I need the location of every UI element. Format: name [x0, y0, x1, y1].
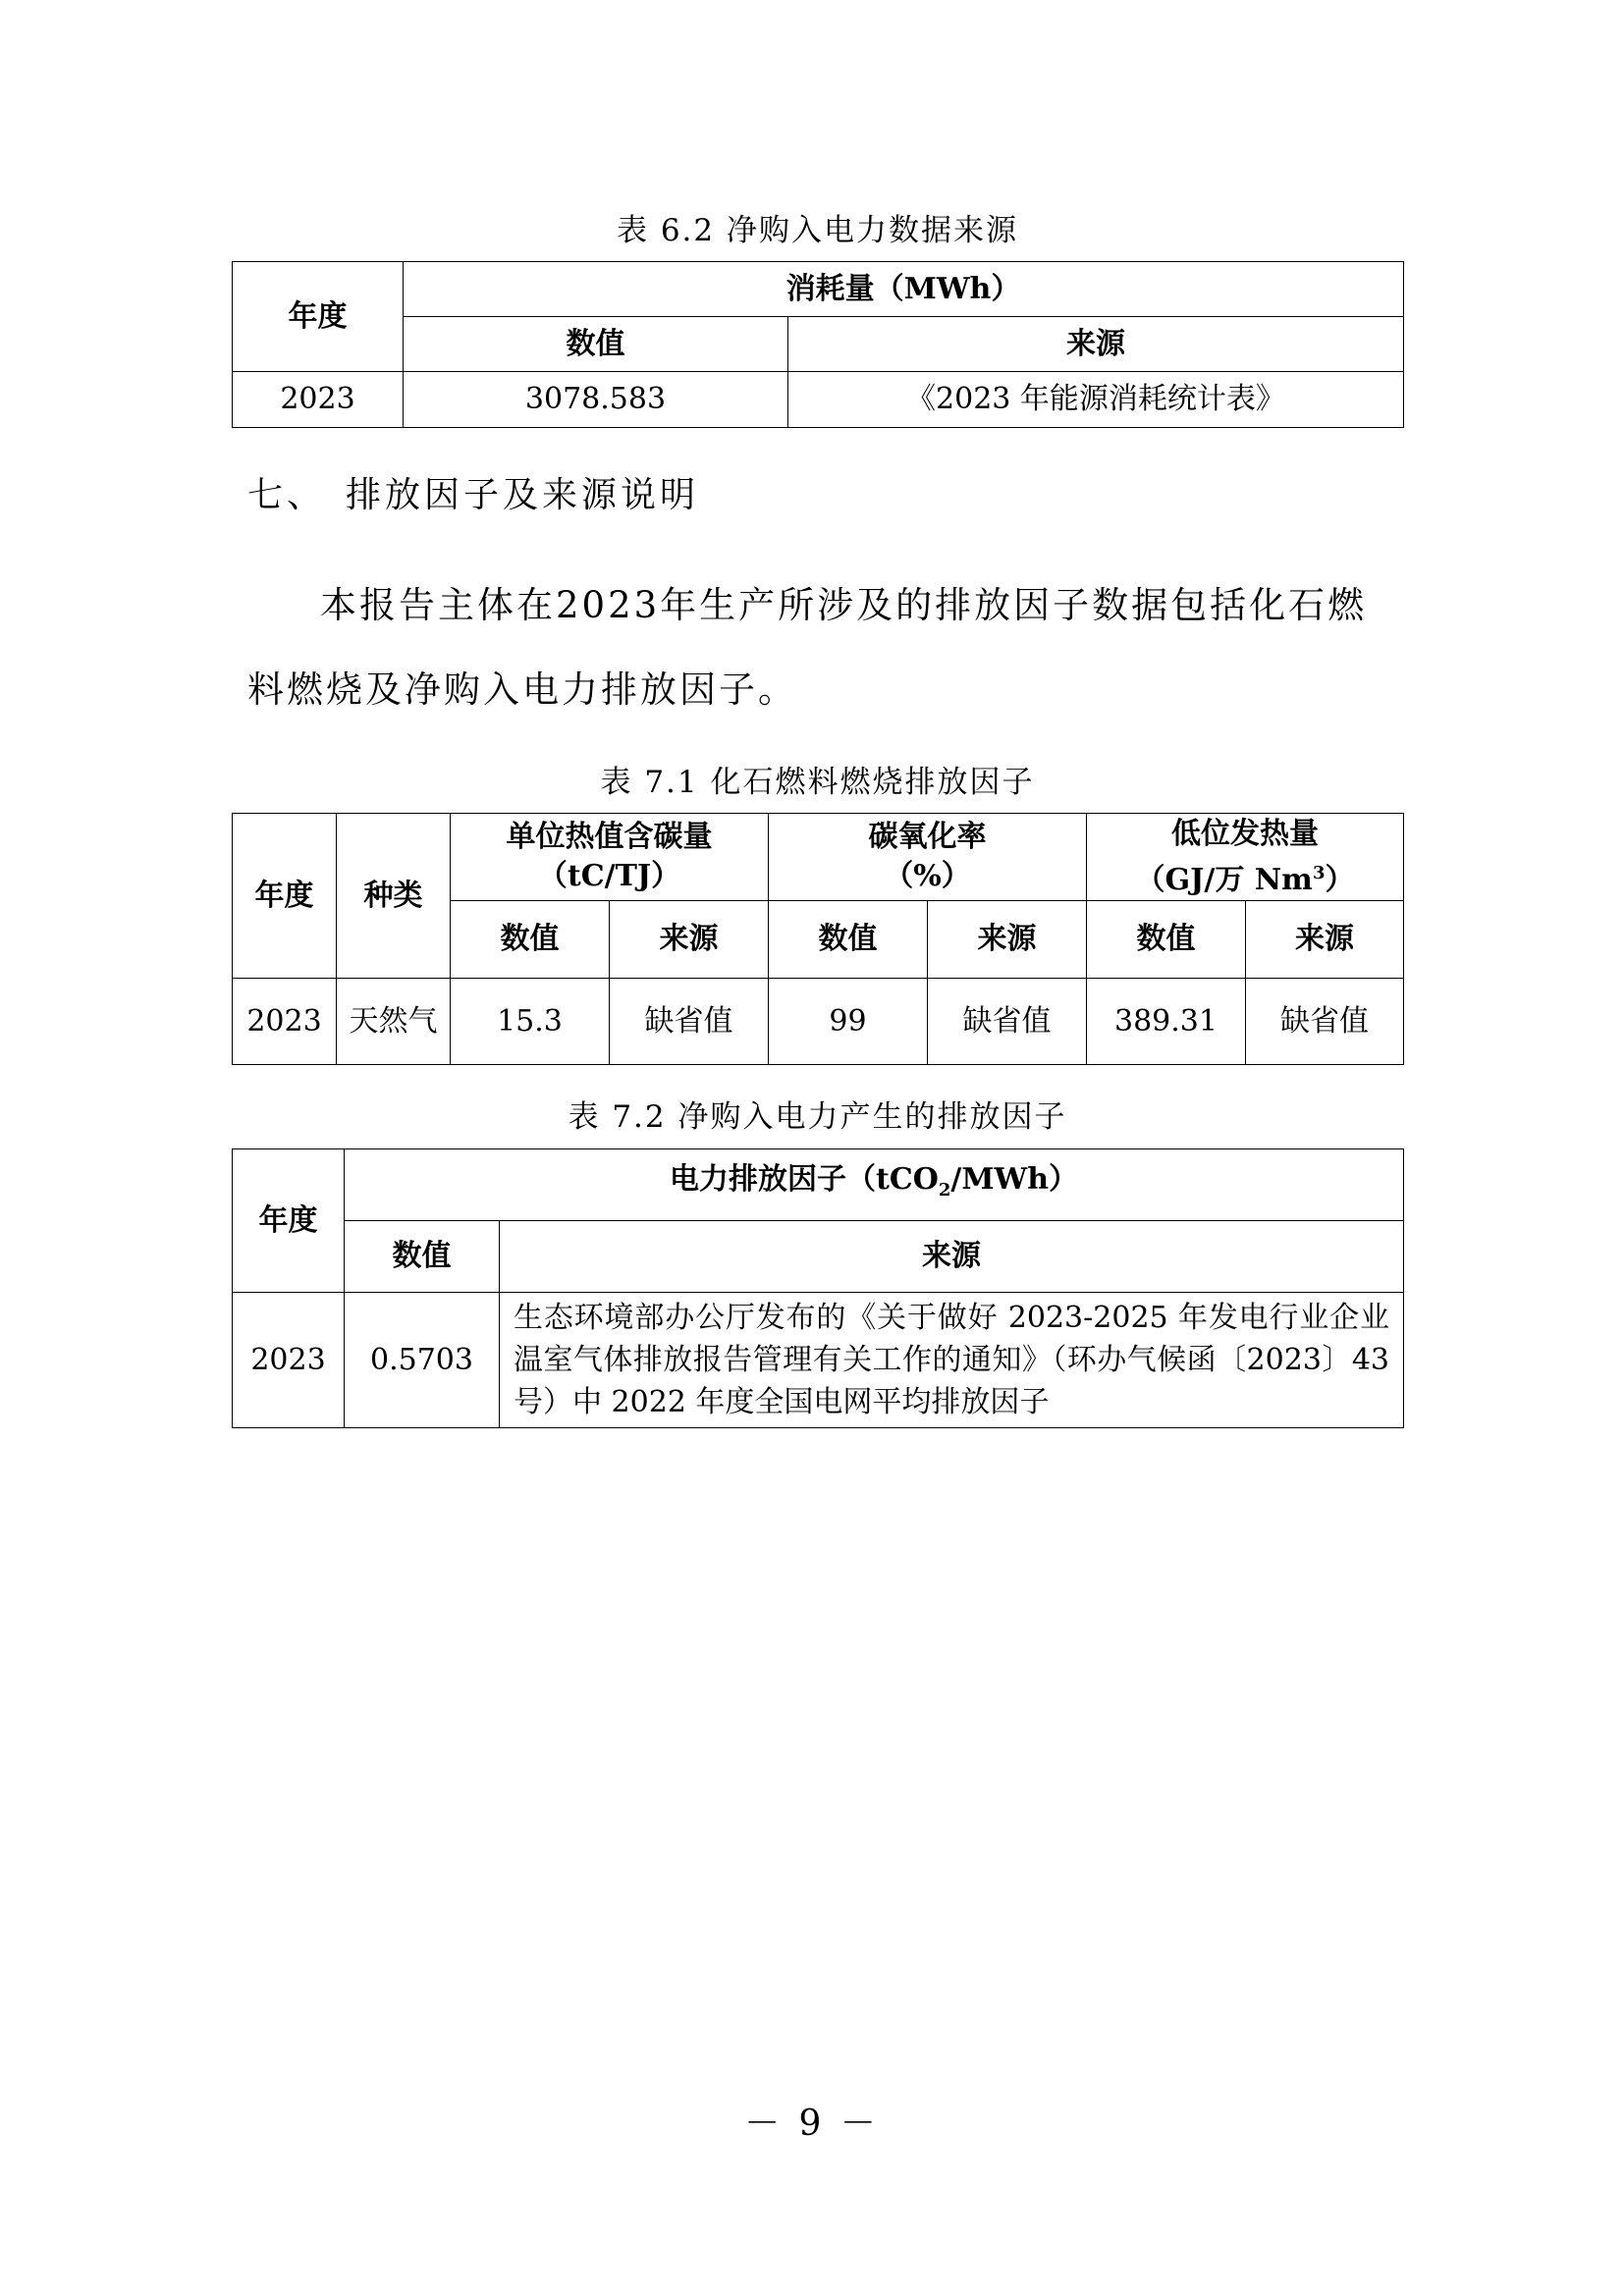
- table-row: [233, 1293, 1404, 1428]
- table-6-2-cell-value: 3078.583: [404, 372, 788, 428]
- table-7-1-oxidation-rate-unit: （%）: [884, 859, 971, 893]
- table-6-2-header-source: 来源: [788, 317, 1404, 372]
- table-7-1-header-year: 年度: [233, 814, 337, 979]
- table-7-1-header-calorific-value: [1087, 814, 1404, 901]
- table-row: [233, 372, 1404, 428]
- table-7-1-cell-value-2: 99: [769, 979, 928, 1065]
- header-subscript: 2: [938, 1179, 951, 1201]
- table-6-2-header-consumption: 消耗量（MWh）: [404, 262, 1404, 317]
- table-6-2-caption: 表 6.2 净购入电力数据来源: [616, 213, 1018, 248]
- table-7-1-header-value-2: 数值: [769, 901, 928, 979]
- table-7-1-carbon-content-unit: （tC/TJ）: [537, 859, 681, 893]
- table-row: [233, 979, 1404, 1065]
- table-7-1-header-value-3: 数值: [1087, 901, 1246, 979]
- table-7-2-header-emission-factor: [345, 1149, 1404, 1221]
- table-7-1-header-value-1: 数值: [451, 901, 610, 979]
- body-paragraph: 本报告主体在2023年生产所涉及的排放因子数据包括化石燃料燃烧及净购入电力排放因子。: [247, 584, 1368, 711]
- table-7-1-header-source-2: 来源: [928, 901, 1087, 979]
- table-7-2-header-source: 来源: [500, 1221, 1404, 1293]
- table-7-1-header-carbon-content: [451, 814, 769, 901]
- table-7-1-cell-source-1: 缺省值: [610, 979, 769, 1065]
- table-7-2-header-year: 年度: [233, 1149, 345, 1293]
- table-7-1-header-source-3: 来源: [1246, 901, 1404, 979]
- table-7-2: [232, 1148, 1404, 1428]
- unit-text: （GJ/万 Nm: [1135, 862, 1313, 897]
- table-6-2-cell-year: 2023: [233, 372, 404, 428]
- table-7-2-header-value: 数值: [345, 1221, 500, 1293]
- section-number: 七、: [247, 475, 327, 515]
- section-title: 排放因子及来源说明: [346, 475, 700, 515]
- table-7-1-carbon-content-name: 单位热值含碳量: [506, 820, 713, 854]
- table-7-1-header-type: 种类: [337, 814, 451, 979]
- table-7-1-caption: 表 7.1 化石燃料燃烧排放因子: [600, 765, 1035, 800]
- table-7-1: [232, 813, 1404, 1065]
- header-text-end: /MWh）: [950, 1161, 1079, 1197]
- table-7-2-caption: 表 7.2 净购入电力产生的排放因子: [568, 1099, 1067, 1135]
- table-7-1-cell-year: 2023: [233, 979, 337, 1065]
- unit-superscript: 3: [1312, 862, 1326, 883]
- table-6-2-cell-source: 《2023 年能源消耗统计表》: [788, 372, 1404, 428]
- table-7-1-calorific-value-name: 低位发热量: [1171, 816, 1319, 851]
- table-7-1-cell-value-1: 15.3: [451, 979, 610, 1065]
- unit-text-end: ）: [1325, 862, 1355, 897]
- table-7-1-cell-source-3: 缺省值: [1246, 979, 1404, 1065]
- table-7-1-cell-source-2: 缺省值: [928, 979, 1087, 1065]
- table-7-2-cell-source: 生态环境部办公厅发布的《关于做好 2023-2025 年发电行业企业温室气体排放报告管理有关工作的通知》（环办气候函〔2023〕43 号）中 2022 年度全国电网平均排放因子: [500, 1293, 1404, 1428]
- table-7-1-header-oxidation-rate: [769, 814, 1087, 901]
- table-7-1-cell-type: 天然气: [337, 979, 451, 1065]
- table-7-2-cell-value: 0.5703: [345, 1293, 500, 1428]
- header-text: 电力排放因子（tCO: [669, 1161, 939, 1197]
- table-6-2: [232, 261, 1404, 428]
- table-7-1-cell-value-3: 389.31: [1087, 979, 1246, 1065]
- table-6-2-header-year: 年度: [233, 262, 404, 372]
- table-6-2-header-value: 数值: [404, 317, 788, 372]
- table-7-1-header-source-1: 来源: [610, 901, 769, 979]
- page-number: － 9 －: [744, 2104, 880, 2144]
- table-7-1-oxidation-rate-name: 碳氧化率: [868, 820, 987, 854]
- section-heading: [247, 472, 699, 519]
- table-7-2-cell-year: 2023: [233, 1293, 345, 1428]
- table-7-1-calorific-value-unit: [1087, 854, 1403, 900]
